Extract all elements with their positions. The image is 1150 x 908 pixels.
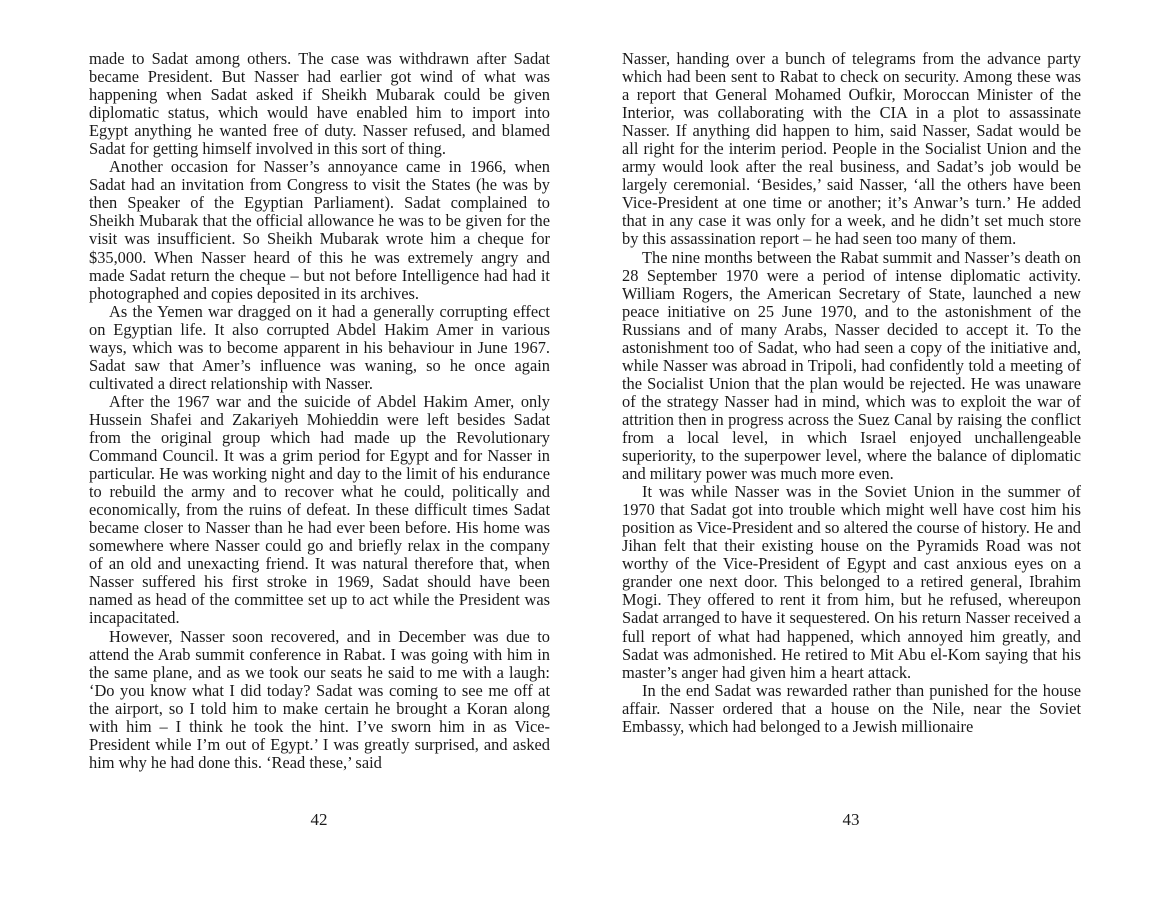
left-page-body	[89, 50, 550, 772]
right-page-body	[622, 50, 1081, 736]
page-number: 42	[310, 810, 328, 829]
paragraph: It was while Nasser was in the Soviet Union in the summer of 1970 that Sadat got into trouble which might well have cost him his position as Vice-President and so altered the course of history. He and Jihan felt that their existing house on the Pyramids Road was not worthy of the Vice-President of Egypt and cast anxious eyes on a grander one next door. This belonged to a retired general, Ibrahim Mogi. They offered to rent it from him, but he refused, whereupon Sadat arranged to have it sequestered. On his return Nasser received a full report of what had happened, which annoyed him greatly, and Sadat was admonished. He retired to Mit Abu el-Kom saying that his master’s anger had given him a heart attack.	[622, 482, 1081, 682]
paragraph: After the 1967 war and the suicide of Abdel Hakim Amer, only Hussein Shafei and Zakariyeh Mohieddin were left besides Sadat from the original group which had made up the Revolutionary Command Council. It was a grim period for Egypt and for Nasser in particular. He was working night and day to the limit of his endurance to rebuild the army and to recover what he could, politically and economically, from the ruins of defeat. In these difficult times Sadat became closer to Nasser than he had ever been before. His home was somewhere where Nasser could go and briefly relax in the company of an old and unexacting friend. It was natural therefore that, when Nasser suffered his first stroke in 1969, Sadat should have been named as head of the committee set up to act while the President was incapacitated.	[89, 391, 550, 628]
paragraph: As the Yemen war dragged on it had a generally corrupting effect on Egyptian life. It also corrupted Abdel Hakim Amer in various ways, which was to become apparent in his behaviour in June 1967. Sadat saw that Amer’s influence was waning, so he once again cultivated a direct relationship with Nasser.	[89, 301, 550, 393]
paragraph: In the end Sadat was rewarded rather than punished for the house affair. Nasser ordered that a house on the Nile, near the Soviet Embassy, which had belonged to a Jewish millionaire	[622, 680, 1081, 736]
paragraph: Another occasion for Nasser’s annoyance came in 1966, when Sadat had an invitation from Congress to visit the States (he was by then Speaker of the Egyptian Parliament). Sadat complained to Sheikh Mubarak that the official allowance he was to be given for the visit was insufficient. So Sheikh Mubarak wrote him a cheque for $35,000. When Nasser heard of this he was extremely angry and made Sadat return the cheque – but not before Intelligence had had it photographed and copies deposited in its archives.	[89, 157, 550, 303]
paragraph: However, Nasser soon recovered, and in December was due to attend the Arab summit conference in Rabat. I was going with him in the same plane, and as we took our seats he said to me with a laugh: ‘Do you know what I did today? Sadat was coming to see me off at the airport, so I told him to make certain he brought a Koran along with him – I think he took the hint. I’ve sworn him in as Vice-President while I’m out of Egypt.’ I was greatly surprised, and asked him why he had done this. ‘Read these,’ said	[89, 626, 550, 772]
page-number: 43	[842, 810, 860, 829]
paragraph: The nine months between the Rabat summit and Nasser’s death on 28 September 1970 were a period of intense diplomatic activity. William Rogers, the American Secretary of State, launched a new peace initiative on 25 June 1970, and to the astonishment of the Russians and of many Arabs, Nasser decided to accept it. To the astonishment too of Sadat, who had seen a copy of the initiative and, while Nasser was abroad in Tripoli, had confidently told a meeting of the Socialist Union that the plan would be rejected. He was unaware of the strategy Nasser had in mind, which was to exploit the war of attrition then in progress across the Suez Canal by raising the conflict from a local level, in which Israel enjoyed unchallengeable superiority, to the superpower level, where the balance of diplomatic and military power was much more even.	[622, 247, 1081, 484]
right-page	[575, 0, 1150, 908]
paragraph: made to Sadat among others. The case was withdrawn after Sadat became President. But Nasser had earlier got wind of what was happening when Sadat asked if Sheikh Mubarak could be given diplomatic status, which would have enabled him to import into Egypt anything he wanted free of duty. Nasser refused, and blamed Sadat for getting himself involved in this sort of thing.	[89, 49, 550, 159]
paragraph: Nasser, handing over a bunch of telegrams from the advance party which had been sent to Rabat to check on security. Among these was a report that General Mohamed Oufkir, Moroccan Minister of the Interior, was collaborating with the CIA in a plot to assassinate Nasser. If anything did happen to him, said Nasser, Sadat would be all right for the interim period. People in the Socialist Union and the army would look after the real business, and Sadat’s job would be largely ceremonial. ‘Besides,’ said Nasser, ‘all the others have been Vice-President at one time or another; it’s Anwar’s turn.’ He added that in any case it was only for a week, and he didn’t set much store by this assassination report – he had seen too many of them.	[622, 49, 1081, 249]
